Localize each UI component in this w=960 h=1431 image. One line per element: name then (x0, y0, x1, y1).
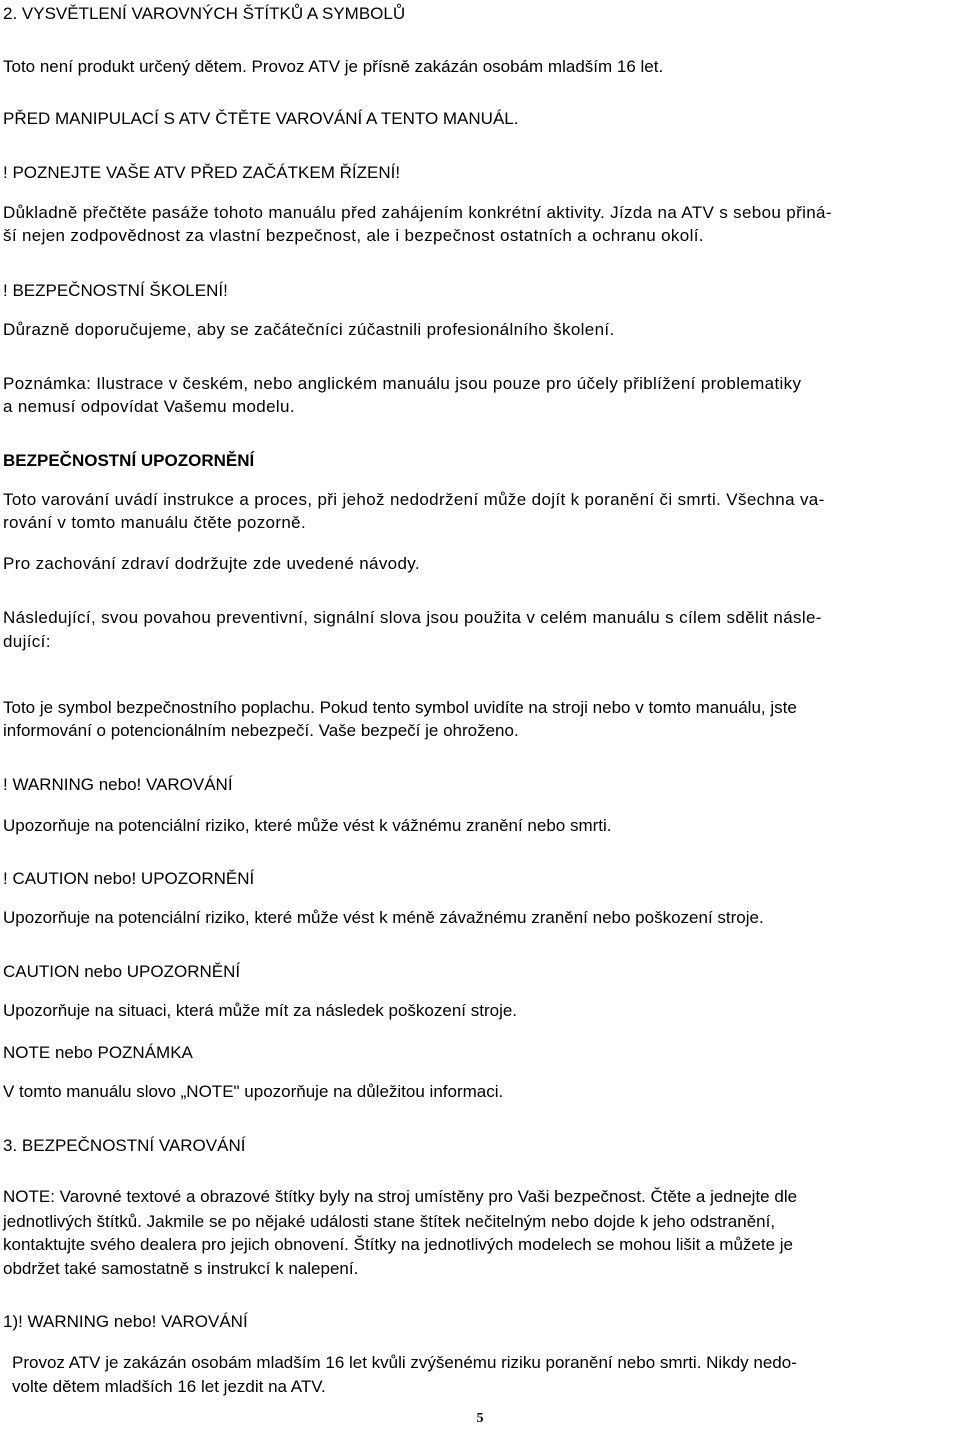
labels-line-1: NOTE: Varovné textové a obrazové štítky byly na stroj umístěny pro Vaši bezpečnost. Čtěte a jednejte dle (3, 1187, 798, 1206)
caution-heading: CAUTION nebo UPOZORNĚNÍ (3, 962, 241, 981)
safety-notice-line-1: Toto varování uvádí instrukce a proces, při jehož nedodržení může dojít k poranění či smrti. Všechna va- (3, 490, 825, 509)
intro-line: Toto není produkt určený dětem. Provoz ATV je přísně zakázán osobám mladším 16 let. (3, 57, 664, 76)
section-3-heading: 3. BEZPEČNOSTNÍ VAROVÁNÍ (3, 1136, 246, 1155)
health-line: Pro zachování zdraví dodržujte zde uvedené návody. (3, 554, 420, 573)
warning-heading: ! WARNING nebo! VAROVÁNÍ (3, 775, 233, 794)
labels-line-2: jednotlivých štítků. Jakmile se po nějaké události stane štítek nečitelným nebo dojde k jeho odstranění, (3, 1212, 776, 1231)
warning-line: Upozorňuje na potenciální riziko, které může vést k vážnému zranění nebo smrti. (3, 816, 612, 835)
signal-words-line-1: Následující, svou povahou preventivní, signální slova jsou použita v celém manuálu s cílem sdělit násle- (3, 608, 822, 627)
note-heading: NOTE nebo POZNÁMKA (3, 1043, 193, 1062)
read-warning-line: PŘED MANIPULACÍ S ATV ČTĚTE VAROVÁNÍ A TENTO MANUÁL. (3, 109, 519, 128)
signal-words-line-2: dující: (3, 632, 51, 651)
training-line: Důrazně doporučujeme, aby se začátečníci zúčastnili profesionálního školení. (3, 320, 615, 339)
item-1-heading: 1)! WARNING nebo! VAROVÁNÍ (3, 1312, 248, 1331)
note-line-1: Poznámka: Ilustrace v českém, nebo anglickém manuálu jsou pouze pro účely přiblížení problematiky (3, 374, 802, 393)
labels-line-3: kontaktujte svého dealera pro jejich obnovení. Štítky na jednotlivých modelech se mohou lišit a můžete je (3, 1235, 794, 1254)
note-line-2: a nemusí odpovídat Vašemu modelu. (3, 397, 295, 416)
know-atv-heading: ! POZNEJTE VAŠE ATV PŘED ZAČÁTKEM ŘÍZENÍ! (3, 163, 401, 182)
item-1-line-1: Provoz ATV je zakázán osobám mladším 16 let kvůli zvýšenému riziku poranění nebo smrti. Nikdy nedo- (12, 1353, 797, 1372)
know-atv-line-1: Důkladně přečtěte pasáže tohoto manuálu před zahájením konkrétní aktivity. Jízda na ATV s sebou přiná- (3, 203, 832, 222)
item-1-line-2: volte dětem mladších 16 let jezdit na ATV. (12, 1377, 326, 1396)
labels-line-4: obdržet také samostatně s instrukcí k nalepení. (3, 1259, 359, 1278)
safety-notice-line-2: rování v tomto manuálu čtěte pozorně. (3, 513, 307, 532)
note-word-line: V tomto manuálu slovo „NOTE" upozorňuje na důležitou informaci. (3, 1082, 504, 1101)
alert-symbol-line-2: informování o potencionálním nebezpečí. Vaše bezpečí je ohroženo. (3, 721, 519, 740)
know-atv-line-2: ší nejen zodpovědnost za vlastní bezpečnost, ale i bezpečnost ostatních a ochranu okolí. (3, 226, 704, 245)
caution-alert-heading: ! CAUTION nebo! UPOZORNĚNÍ (3, 869, 255, 888)
caution-line: Upozorňuje na situaci, která může mít za následek poškození stroje. (3, 1001, 518, 1020)
safety-notice-heading: BEZPEČNOSTNÍ UPOZORNĚNÍ (3, 451, 255, 470)
page-number: 5 (476, 1411, 484, 1426)
section-2-heading: 2. VYSVĚTLENÍ VAROVNÝCH ŠTÍTKŮ A SYMBOLŮ (3, 4, 406, 23)
alert-symbol-line-1: Toto je symbol bezpečnostního poplachu. Pokud tento symbol uvidíte na stroji nebo v tomto manuálu, jste (3, 698, 797, 717)
training-heading: ! BEZPEČNOSTNÍ ŠKOLENÍ! (3, 281, 228, 300)
caution-alert-line: Upozorňuje na potenciální riziko, které může vést k méně závažnému zranění nebo poškození stroje. (3, 908, 764, 927)
